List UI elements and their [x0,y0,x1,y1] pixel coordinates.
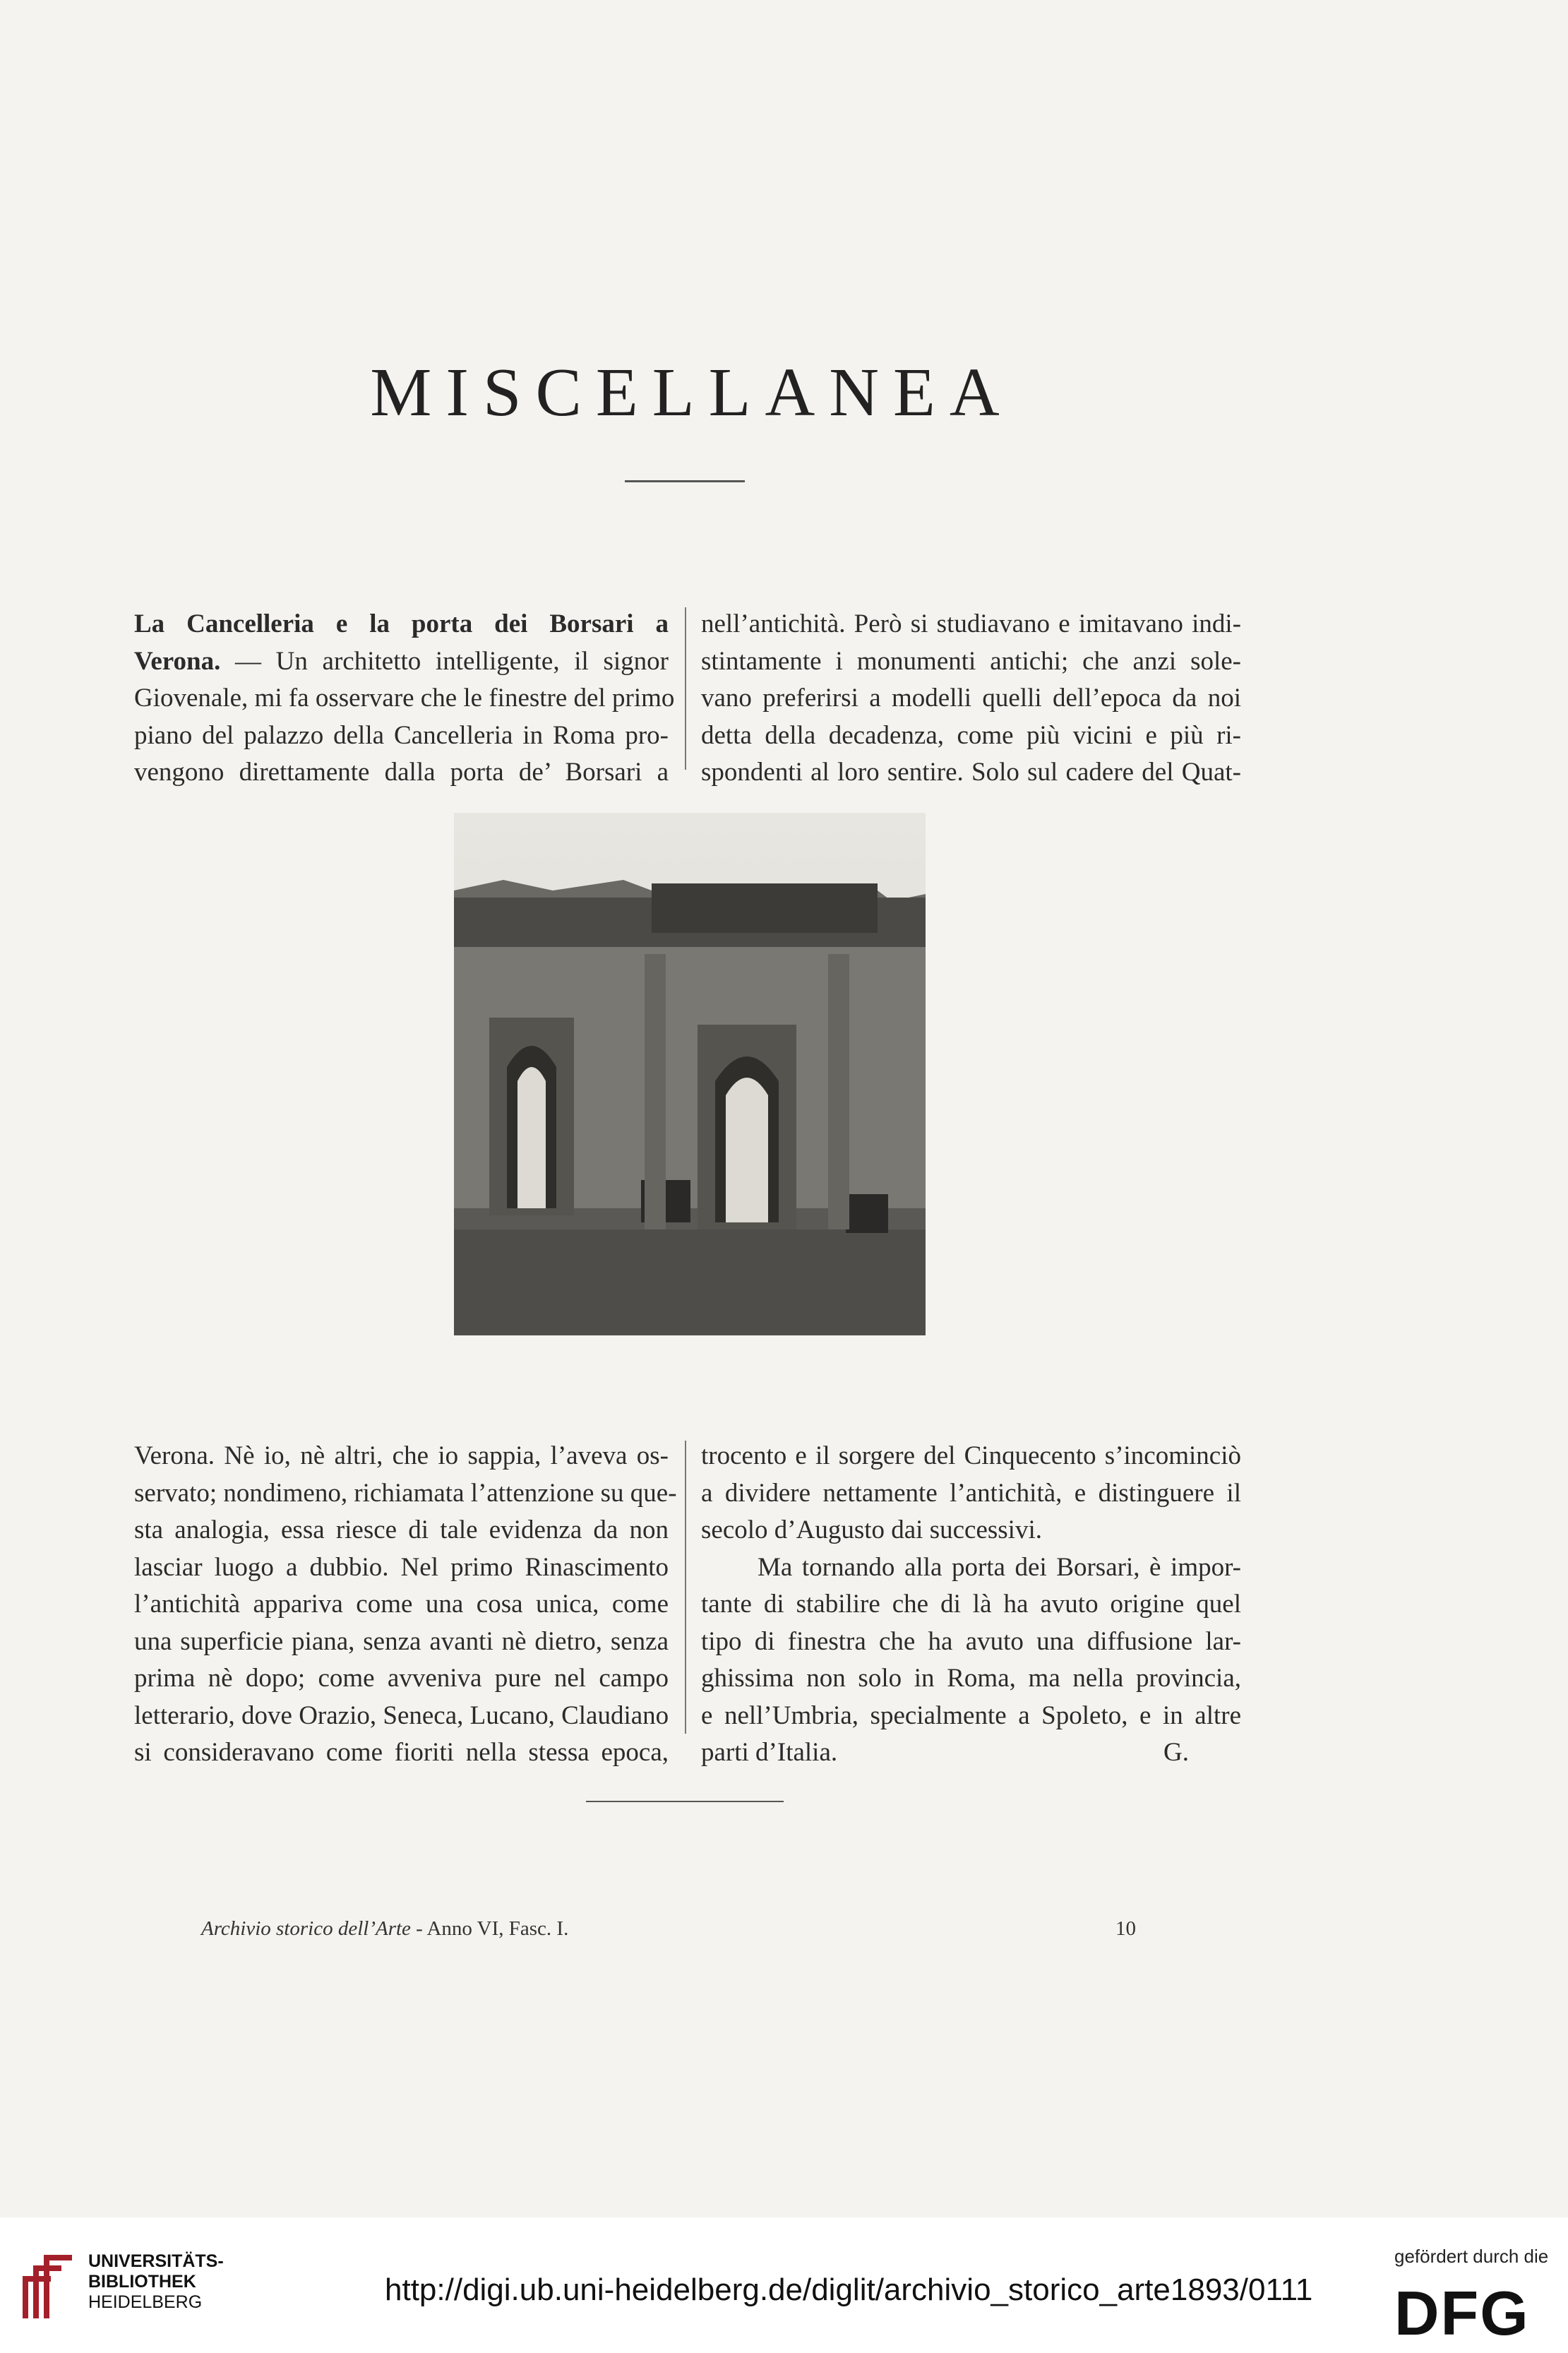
text-line: detta della decadenza, come più vicini e più ri- [701,720,1241,750]
text-line: l’antichità appariva come una cosa unica, come [134,1590,669,1619]
bottom-right-column [701,1438,1241,1772]
journal-name: Archivio storico dell’Arte [201,1917,411,1940]
text-line: servato; nondimeno, richiamata l’attenzione su que- [134,1478,677,1508]
text-line: Verona. Nè io, nè altri, che io sappia, l’aveva os- [134,1441,669,1470]
text-line: secolo d’Augusto dai successivi. [701,1515,1042,1544]
journal-issue: - Anno VI, Fasc. I. [410,1917,569,1940]
heading-line [134,606,669,643]
end-rule [586,1801,784,1802]
text-line: Giovenale, mi fa osservare che le finestre del primo [134,684,675,713]
text-line: tipo di finestra che ha avuto una diffusione lar- [701,1626,1241,1656]
column-divider-bottom [685,1441,686,1734]
text-line: trocento e il sorgere del Cinquecento s’incominciò [701,1441,1241,1470]
top-left-text [134,643,675,792]
text-line: vano preferirsi a modelli quelli dell’epoca da noi [701,684,1241,713]
text-line: piano del palazzo della Cancelleria in Roma pro- [134,720,669,750]
column-divider-top [685,607,686,770]
permalink-url[interactable]: http://digi.ub.uni-heidelberg.de/diglit/archivio_storico_arte1893/0111 [385,2272,1313,2307]
text-line: e nell’Umbria, specialmente a Spoleto, e in altre [701,1700,1241,1730]
library-logo-icon [16,2248,79,2325]
top-left-column [134,606,675,792]
library-name [88,2251,224,2313]
library-line-1: UNIVERSITÄTS- [88,2251,224,2271]
text-line: si consideravano come fioriti nella stessa epoca, [134,1738,669,1767]
dfg-logo: DFG [1394,2278,1530,2348]
heading-end: Verona. [134,646,221,676]
text-line: letterario, dove Orazio, Seneca, Lucano, Claudiano [134,1700,669,1730]
building-photograph [454,813,926,1335]
text-line: nell’antichità. Però si studiavano e imitavano indi- [701,609,1241,638]
text-line: Ma tornando alla porta dei Borsari, è impor- [758,1552,1241,1582]
text-line: Verona. — Un architetto intelligente, il signor [134,646,669,676]
text-line: spondenti al loro sentire. Solo sul cadere del Quat- [701,758,1241,787]
text-line: vengono direttamente dalla porta de’ Borsari a [134,758,669,787]
bottom-left-column [134,1438,677,1772]
top-right-column [701,606,1241,792]
title-rule [625,480,745,482]
text-line: tante di stabilire che di là ha avuto origine quel [701,1590,1241,1619]
library-line-3: HEIDELBERG [88,2292,203,2312]
library-line-2: BIBLIOTHEK [88,2272,196,2292]
page-number: 10 [1115,1917,1136,1940]
text-line: ghissima non solo in Roma, ma nella provincia, [701,1664,1241,1693]
funded-by-label: gefördert durch die [1394,2246,1549,2267]
signature: G. [1163,1738,1189,1767]
text-line: prima nè dopo; come avveniva pure nel campo [134,1664,669,1693]
bottom-right-text [701,1438,1241,1772]
photo-image [454,813,926,1335]
text-line: a dividere nettamente l’antichità, e distinguere il [701,1478,1241,1508]
article-heading: La Cancelleria e la porta dei Borsari a [134,609,669,638]
text-line: lasciar luogo a dubbio. Nel primo Rinascimento [134,1552,669,1582]
text-line: stintamente i monumenti antichi; che anzi sole- [701,646,1241,676]
journal-footer [201,1917,568,1941]
text-line: parti d’Italia. [701,1738,838,1767]
page-title: MISCELLANEA [370,355,1014,431]
text-line: sta analogia, essa riesce di tale evidenza da non [134,1515,669,1544]
text-line: una superficie piana, senza avanti nè dietro, senza [134,1626,669,1656]
